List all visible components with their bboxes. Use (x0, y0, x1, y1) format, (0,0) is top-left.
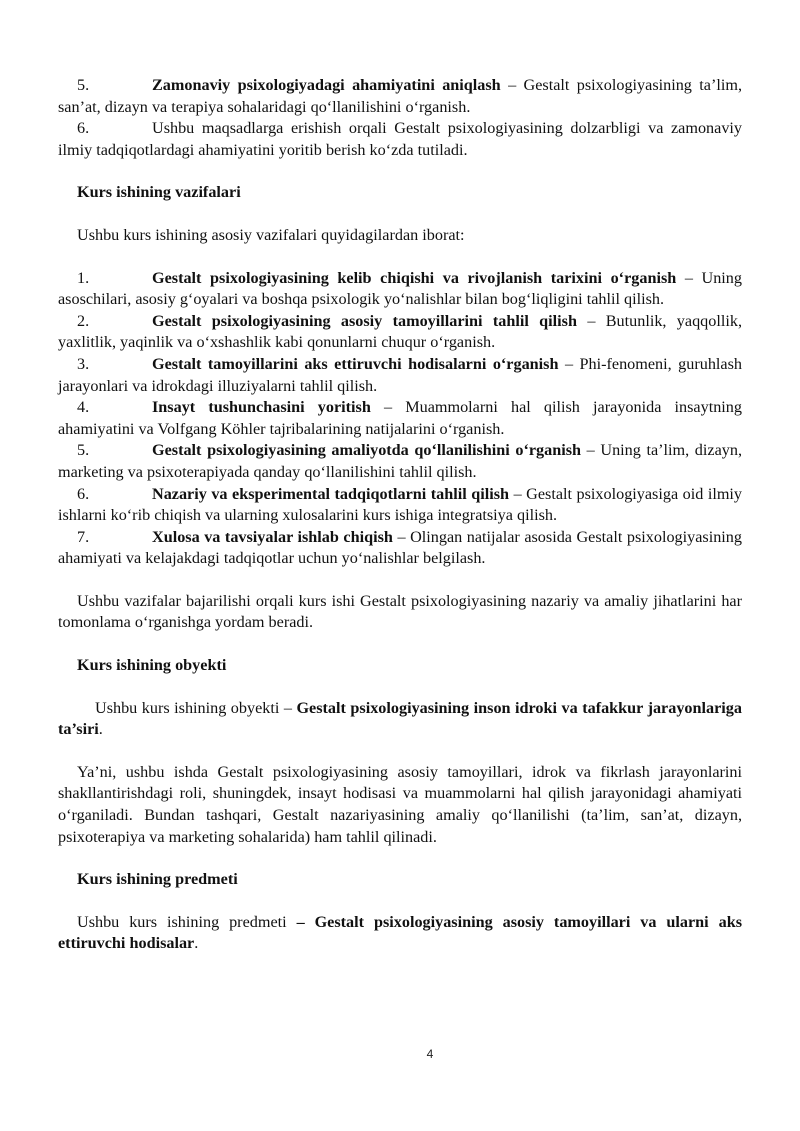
list-item-text: – Muammolarni hal qilish jarayonida insaytning ahamiyatini va Volfgang Köhler tajribalarining natijalarini o‘rganish. (58, 398, 742, 438)
page-number: 4 (426, 1047, 434, 1061)
section-heading-tasks: Kurs ishining vazifalari (77, 183, 241, 202)
tasks-list (58, 268, 742, 570)
subject-statement (58, 912, 742, 955)
list-item-title: Gestalt psixologiyasining asosiy tamoyillarini tahlil qilish (152, 311, 577, 330)
list-number: 3. (77, 354, 90, 373)
list-number: 5. (77, 76, 90, 94)
tasks-intro: Ushbu kurs ishining asosiy vazifalari quyidagilardan iborat: (77, 225, 465, 244)
list-item-text: – Butunlik, yaqqollik, yaxlitlik, yaqinlik va o‘xshashlik kabi qonunlarni chuqur o‘rganish. (58, 311, 743, 352)
list-item (58, 527, 742, 570)
list-item (58, 354, 742, 397)
list-number: 6. (77, 119, 90, 138)
list-item-text: Ushbu maqsadlarga erishish orqali Gestalt psixologiyasining dolzarbligi va zamonaviy ilmiy tadqiqotlardagi ahamiyatini yoritib berish ko‘zda tutiladi. (58, 119, 742, 159)
tasks-conclusion: Ushbu vazifalar bajarilishi orqali kurs ishi Gestalt psixologiyasining nazariy va amaliy jihatlarini har tomonlama o‘rganishga yordam beradi. (58, 591, 742, 632)
list-item (58, 311, 742, 354)
list-item-top-6 (58, 118, 742, 161)
list-item-text: – Gestalt psixologiyasiga oid ilmiy ishlarni ko‘rib chiqish va ularning xulosalarini kurs ishiga integratsiya qilish. (58, 484, 742, 525)
list-item-text: – Gestalt psixologiyasining ta’lim, san’at, dizayn va terapiya sohalaridagi qo‘llanilishini o‘rganish. (58, 76, 742, 116)
list-item-title: Gestalt psixologiyasining amaliyotda qo‘llanilishini o‘rganish (152, 441, 582, 460)
list-item-top-5 (58, 75, 742, 118)
section-heading-object: Kurs ishining obyekti (77, 656, 227, 675)
object-statement (58, 698, 742, 741)
subject-end: . (194, 934, 199, 953)
object-end: . (98, 720, 103, 739)
list-item-text: – Olingan natijalar asosida Gestalt psixologiyasining ahamiyati va kelajakdagi tadqiqotlar uchun yo‘nalishlar belgilash. (58, 527, 742, 568)
list-item (58, 484, 742, 527)
list-number: 1. (77, 268, 90, 287)
section-heading-subject: Kurs ishining predmeti (77, 870, 238, 889)
list-number: 5. (77, 441, 90, 460)
object-bold: Gestalt psixologiyasining inson idroki va tafakkur jarayonlariga ta’siri (58, 698, 742, 739)
list-item-title: Xulosa va tavsiyalar ishlab chiqish (152, 527, 393, 546)
list-item-text: – Uning asoschilari, asosiy g‘oyalari va boshqa psixologik yo‘nalishlar bilan bog‘liqligini tahlil qilish. (58, 268, 742, 309)
list-item-title: Gestalt psixologiyasining kelib chiqishi va rivojlanish tarixini o‘rganish (152, 268, 677, 287)
list-item-text: – Phi-fenomeni, guruhlash jarayonlari va idrokdagi illuziyalarni tahlil qilish. (58, 354, 742, 395)
subject-bold: – Gestalt psixologiyasining asosiy tamoyillari va ularni aks ettiruvchi hodisalar (58, 912, 742, 953)
subject-lead: Ushbu kurs ishining predmeti (77, 912, 297, 931)
object-paragraph: Ya’ni, ushbu ishda Gestalt psixologiyasining asosiy tamoyillari, idrok va fikrlash jarayonlarini shakllantirishdagi roli, shuningdek, insayt hodisasi va muammolarni hal qilish jarayonidagi ahamiyati o‘rganiladi. Bundan tashqari, Gestalt nazariyasining amaliy qo‘llanilishi (ta’lim, san’at, dizayn, psixoterapiya va marketing sohalarida) ham tahlil qilinadi. (58, 762, 742, 846)
list-item-title: Insayt tushunchasini yoritish (152, 398, 371, 417)
list-item-title: Nazariy va eksperimental tadqiqotlarni tahlil qilish (152, 484, 510, 503)
list-number: 2. (77, 311, 90, 330)
list-item-title: Zamonaviy psixologiyadagi ahamiyatini aniqlash (152, 76, 501, 94)
list-number: 6. (77, 484, 90, 503)
list-item-title: Gestalt tamoyillarini aks ettiruvchi hodisalarni o‘rganish (152, 354, 559, 373)
list-number: 4. (77, 398, 90, 417)
document-page (58, 75, 742, 955)
list-item-text: – Uning ta’lim, dizayn, marketing va psixoterapiyada qanday qo‘llanilishini tahlil qilish. (58, 441, 742, 481)
list-item (58, 440, 742, 483)
list-item (58, 268, 742, 311)
list-number: 7. (77, 527, 90, 546)
list-item (58, 397, 742, 440)
object-lead: Ushbu kurs ishining obyekti – (95, 698, 297, 717)
